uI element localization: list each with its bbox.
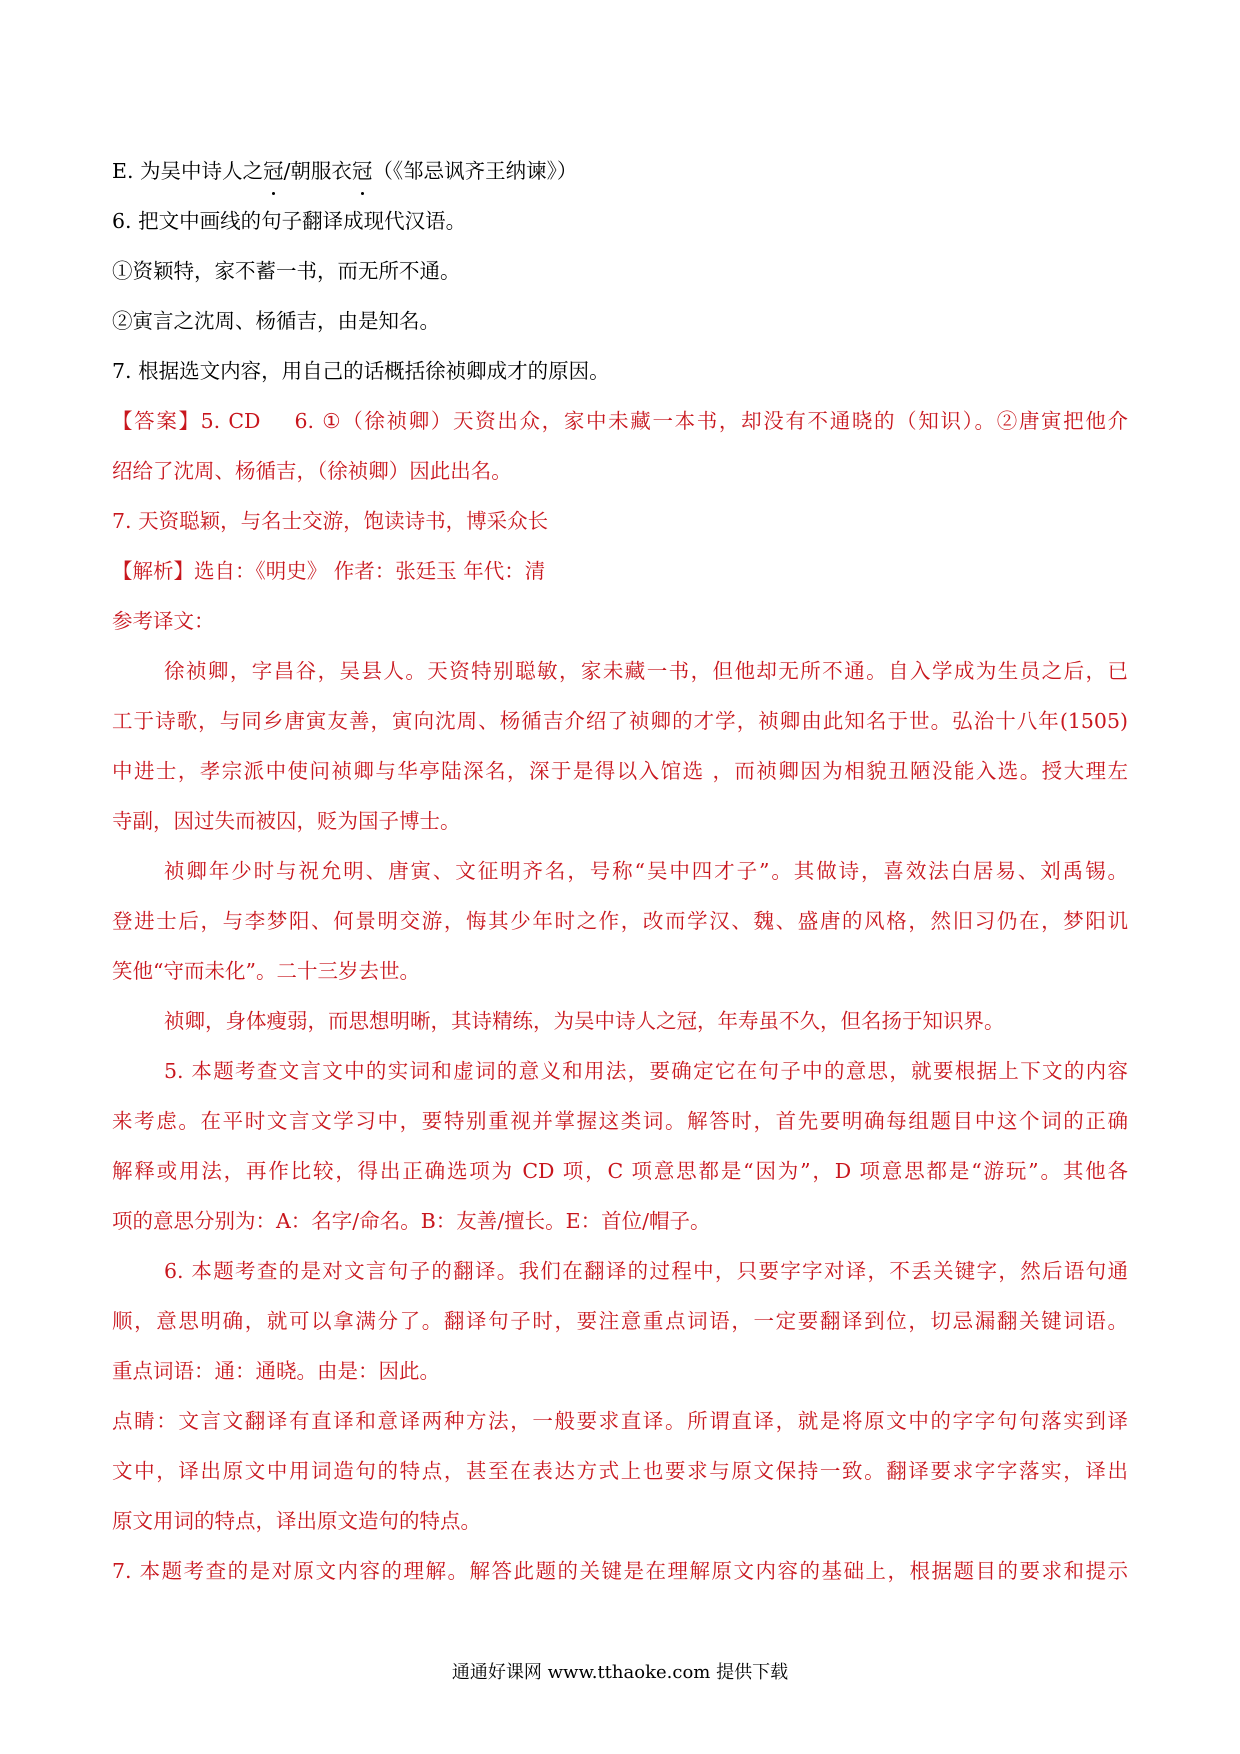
translation-p2-line2: 登进士后，与李梦阳、何景明交游，悔其少年时之作，改而学汉、魏、盛唐的风格，然旧习仍在，梦阳讥 bbox=[112, 909, 1128, 933]
option-e-prefix: E. 为吴中诗人之 bbox=[112, 159, 263, 183]
document-body bbox=[112, 146, 1128, 1596]
translation-p1-line3: 中进士，孝宗派中使问祯卿与华亭陆深名，深于是得以入馆选 ，而祯卿因为相貌丑陋没能入选。授大理左 bbox=[112, 759, 1128, 783]
question-7: 7. 根据选文内容，用自己的话概括徐祯卿成才的原因。 bbox=[112, 359, 610, 383]
analysis-6-line2: 顺，意思明确，就可以拿满分了。翻译句子时，要注意重点词语，一定要翻译到位，切忌漏翻关键词语。 bbox=[112, 1309, 1128, 1333]
tip-line2: 文中，译出原文中用词造句的特点，甚至在表达方式上也要求与原文保持一致。翻译要求字字落实，译出 bbox=[112, 1459, 1128, 1483]
option-e-suffix: （《邹忌讽齐王纳谏》） bbox=[372, 159, 578, 183]
translation-p1-line1: 徐祯卿，字昌谷，吴县人。天资特别聪敏，家未藏一书，但他却无所不通。自入学成为生员之后，已 bbox=[164, 659, 1128, 683]
analysis-source: 【解析】选自：《明史》 作者：张廷玉 年代：清 bbox=[112, 559, 546, 583]
emphasis-char: 冠 bbox=[352, 146, 373, 196]
analysis-7-line1: 7. 本题考查的是对原文内容的理解。解答此题的关键是在理解原文内容的基础上，根据题目的要求和提示 bbox=[112, 1559, 1128, 1583]
analysis-6-line3: 重点词语：通：通晓。由是：因此。 bbox=[112, 1359, 440, 1383]
answer-label: 【答案】5. CD bbox=[112, 409, 261, 433]
question-6-sentence-1: ①资颖特，家不蓄一书，而无所不通。 bbox=[112, 259, 461, 283]
answer-6-part-1: 6. ①（徐祯卿）天资出众，家中未藏一本书，却没有不通晓的（知识）。②唐寅把他介 bbox=[294, 409, 1128, 433]
option-e-mid: /朝服衣 bbox=[283, 159, 352, 183]
answer-6-part-2: 绍给了沈周、杨循吉，（徐祯卿）因此出名。 bbox=[112, 459, 512, 483]
translation-p1-line2: 工于诗歌，与同乡唐寅友善，寅向沈周、杨循吉介绍了祯卿的才学，祯卿由此知名于世。弘治十八年(1505) bbox=[112, 709, 1128, 733]
question-6-sentence-2: ②寅言之沈周、杨循吉，由是知名。 bbox=[112, 309, 440, 333]
translation-p2-line1: 祯卿年少时与祝允明、唐寅、文征明齐名，号称“吴中四才子”。其做诗，喜效法白居易、刘禹锡。 bbox=[164, 859, 1128, 883]
emphasis-char: 冠 bbox=[263, 146, 284, 196]
answer-7: 7. 天资聪颖，与名士交游，饱读诗书，博采众长 bbox=[112, 509, 549, 533]
reference-translation-title: 参考译文： bbox=[112, 609, 215, 633]
translation-p1-line4: 寺副，因过失而被囚，贬为国子博士。 bbox=[112, 809, 461, 833]
analysis-6-line1: 6. 本题考查的是对文言句子的翻译。我们在翻译的过程中，只要字字对译，不丢关键字，然后语句通 bbox=[164, 1259, 1128, 1283]
option-e-line bbox=[112, 146, 1128, 196]
translation-p3-line1: 祯卿，身体瘦弱，而思想明晰，其诗精练，为吴中诗人之冠，年寿虽不久，但名扬于知识界。 bbox=[164, 1009, 1005, 1033]
analysis-5-line2: 来考虑。在平时文言文学习中，要特别重视并掌握这类词。解答时，首先要明确每组题目中这个词的正确 bbox=[112, 1109, 1128, 1133]
page-footer: 通通好课网 www.tthaoke.com 提供下载 bbox=[451, 1662, 789, 1683]
question-6: 6. 把文中画线的句子翻译成现代汉语。 bbox=[112, 209, 467, 233]
analysis-5-line1: 5. 本题考查文言文中的实词和虚词的意义和用法，要确定它在句子中的意思，就要根据上下文的内容 bbox=[164, 1059, 1128, 1083]
tip-line1: 点睛：文言文翻译有直译和意译两种方法，一般要求直译。所谓直译，就是将原文中的字字句句落实到译 bbox=[112, 1409, 1128, 1433]
answer-line-1 bbox=[112, 396, 1128, 446]
tip-line3: 原文用词的特点，译出原文造句的特点。 bbox=[112, 1509, 481, 1533]
translation-p2-line3: 笑他“守而未化”。二十三岁去世。 bbox=[112, 959, 420, 983]
analysis-5-line4: 项的意思分别为：A：名字/命名。B：友善/擅长。E：首位/帽子。 bbox=[112, 1209, 711, 1233]
analysis-5-line3: 解释或用法，再作比较，得出正确选项为 CD 项，C 项意思都是“因为”，D 项意思都是“游玩”。其他各 bbox=[112, 1159, 1128, 1183]
